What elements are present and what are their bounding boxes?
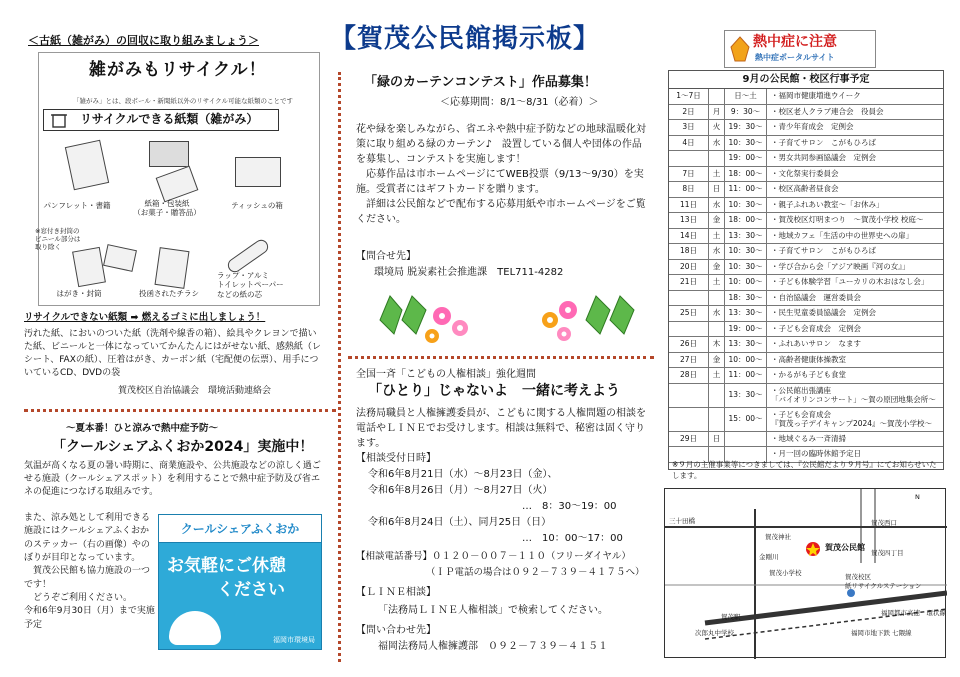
green-contact: 環境局 脱炭素社会推進課 TEL711-4282 [374,267,564,278]
banner-title: 熱中症に注意 [753,34,837,50]
period-line: 令和6年8月24日（土）、同月25日（日） [368,517,552,528]
schedule-event: ・青少年育成会 定例会 [771,122,854,132]
mascot-icon [729,35,751,63]
schedule-time: 11：00～ [725,182,767,197]
schedule-weekday [709,291,725,306]
schedule-event: ・賀茂校区灯明まつり ～賀茂小学校 校庭～ [771,215,924,225]
schedule-event: ・公民館出張講座 「バイオリンコンサート」～賀の原団地集会所～ [771,386,936,404]
item-label: ティッシュの箱 [231,201,283,210]
human-rights-title: 「ひとり」じゃないよ 一緒に考えよう [368,383,620,399]
schedule-event: ・月一回の臨時休館予定日 [771,449,861,459]
schedule-time: 19：00～ [725,151,767,166]
recyclable-label: リサイクルできる紙類（雑がみ） [80,112,259,126]
map-label: 賀茂神社 [765,533,791,541]
schedule-date: 21日 [669,275,709,290]
schedule-row [669,120,943,136]
map-label: 賀茂公民館 [825,543,865,552]
item-label: ラップ・アルミ トイレットペーパー などの紙の芯 [217,271,284,299]
schedule-title: 9月の公民館・校区行事予定 [669,71,943,89]
map-label: 福岡都市高速 環状線 [881,609,946,617]
schedule-event: ・校区老人クラブ連合会 役員会 [771,106,884,116]
schedule-date: 28日 [669,368,709,383]
schedule-weekday: 土 [709,275,725,290]
schedule-row [669,322,943,338]
schedule-weekday: 火 [709,120,725,135]
schedule-weekday [709,151,725,166]
schedule-weekday: 金 [709,213,725,228]
access-map [664,488,946,658]
schedule-row [669,213,943,229]
schedule-time: 19：30～ [725,120,767,135]
schedule-event: ・校区高齢者昼食会 [771,184,839,194]
schedule-row [669,408,943,432]
schedule-event: ・子ども会育成会 『賀茂っ子デイキャンプ2024』～賀茂小学校～ [771,410,933,428]
coolshare-title: 「クールシェアふくおか2024」実施中！ [52,439,314,455]
period-line: … 10：00～17：00 [522,533,623,544]
schedule-weekday [709,322,725,337]
sticker-line: お気軽にご休憩 [167,556,286,576]
schedule-row [669,136,943,152]
schedule-row [669,337,943,353]
schedule-event: ・福岡市健康増進ウイーク [771,91,861,101]
leaf-mascot-icon [372,290,482,346]
schedule-note: ※９月の主催事業等につきましては、『公民館だより９月号』にてお知らせいたします。 [672,460,937,480]
schedule-row [669,368,943,384]
coolshare-body: 気温が高くなる夏の暑い時期に、商業施設や、公共施設などの涼しく過ごせる施設（クールシェアスポット）を利用することで熱中症予防及び省エネの促進につなげる取組みです。 [24,461,321,498]
schedule-weekday [709,89,725,104]
coolshare-body2: また、涼み処として利用できる施設にはクールシェアふくおかのステッカー（右の画像）やのぼりが目印となっています。 賀茂公民館も協力施設の一つです！ どうぞご利用ください。 令和6年9月30日（月）まで実施予定 [24,513,155,630]
schedule-event: ・地域カフェ「生活の中の世界史への扉」 [771,230,914,240]
sticker-title: クールシェアふくおか [159,515,321,543]
schedule-weekday: 水 [709,198,725,213]
schedule-weekday: 日 [709,182,725,197]
schedule-weekday: 月 [709,105,725,120]
human-rights-subtitle: 全国一斉「こどもの人権相談」強化週間 [356,369,536,380]
paper-box-icon [149,141,189,167]
heatstroke-banner[interactable] [724,30,876,68]
schedule-time: 18：00～ [725,213,767,228]
wrapping-paper-icon [156,166,199,203]
schedule-time: 13：30～ [725,306,767,321]
schedule-date: 14日 [669,229,709,244]
schedule-event: ・高齢者健康体操教室 [771,354,846,364]
schedule-event: ・ふれあいサロン なます [771,339,861,349]
map-label: 賀茂西口 [871,519,897,527]
period-heading: 【相談受付日時】 [356,453,436,464]
schedule-weekday: 水 [709,306,725,321]
schedule-time: 18：00～ [725,167,767,182]
item-label: はがき・封筒 [56,289,102,298]
coolshare-sticker-image [158,514,322,650]
envelope-icon [103,244,137,272]
map-label: 賀茂小学校 [769,569,802,577]
divider [338,72,341,662]
schedule-date: 18日 [669,244,709,259]
divider [24,409,336,412]
schedule-row [669,244,943,260]
schedule-weekday: 金 [709,353,725,368]
schedule-date: 2日 [669,105,709,120]
schedule-row [669,306,943,322]
green-contact-heading: 【問合せ先】 [356,251,416,262]
schedule-event: ・民生児童委員協議会 定例会 [771,308,876,318]
schedule-time: 15：00～ [725,408,767,431]
schedule-event: ・かるがも子ども食堂 [771,370,846,380]
schedule-event: ・子育てサロン こがもひろば [771,137,876,147]
schedule-event: ・親子ふれあい教室～「お休み」 [771,199,884,209]
postcard-icon [72,247,106,287]
schedule-time: 10：00～ [725,275,767,290]
schedule-date: 13日 [669,213,709,228]
schedule-date: 3日 [669,120,709,135]
schedule-time: 13：30～ [725,337,767,352]
non-recyclable-body: 汚れた紙、においのついた紙（洗剤や線香の箱）、絵具やクレヨンで描いた紙、ビニールと一体になっていてかんたんにはがせない紙、感熱紙（レシート、FAXの紙）、圧着はがき、カーボン紙（宅配便の伝票）、用手についているCD、DVDの袋 [24,329,321,379]
map-label: N [915,493,920,501]
non-recyclable-heading: リサイクルできない紙類 ➡ 燃えるゴミに出しましょう！ [24,312,266,323]
phone-heading: 【相談電話番号】０１２０－００７－１１０（フリーダイヤル） [356,551,631,562]
schedule-time: 10：30～ [725,136,767,151]
schedule-table [668,70,944,470]
schedule-time: 13：30～ [725,384,767,407]
schedule-time: 11：00～ [725,368,767,383]
schedule-event: ・子ども体験学習「ユーカリの木おはなし会」 [771,277,929,287]
schedule-date [669,384,709,407]
schedule-date: 11日 [669,198,709,213]
schedule-date [669,322,709,337]
recycle-bin-icon [50,112,72,128]
schedule-date [669,151,709,166]
schedule-date: 4日 [669,136,709,151]
schedule-row [669,353,943,369]
schedule-weekday [709,408,725,431]
schedule-date: 20日 [669,260,709,275]
period-line: 令和6年8月26日（月）～8月27日（火） [368,485,553,496]
schedule-weekday [709,384,725,407]
recycle-description: 「雑がみ」とは、段ボール・新聞紙以外のリサイクル可能な紙類のことです [73,97,293,105]
schedule-row [669,291,943,307]
green-curtain-body: 花や緑を楽しみながら、省エネや熱中症予防などの地球温暖化対策に取り組める緑のカーテン♪ 設置している個人や団体の作品を募集し、コンテストを実施します！ 応募作品は市ホームページにてWEB投票（9/13～9/30）を実施。受賞者にはギフトカードを贈ります。 詳細は公民館などで配布する応募用紙や市ホームページをご覧ください。 [356,124,646,225]
human-rights-body: 法務局職員と人権擁護委員が、こどもに関する人権問題の相談を電話やＬＩＮＥでお受けします。相談は無料で、秘密は固く守ります。 [356,408,646,449]
inquiry-body: 福岡法務局人権擁護部 ０９２－７３９－４１５１ [378,641,608,652]
map-label: 福岡市地下鉄 七隈線 [851,629,912,637]
schedule-weekday: 金 [709,260,725,275]
schedule-time: 13：30～ [725,229,767,244]
sticker-footer: 福岡市環境局 [273,635,315,644]
schedule-weekday: 水 [709,136,725,151]
schedule-date: 7日 [669,167,709,182]
schedule-time: 10：00～ [725,353,767,368]
schedule-date [669,408,709,431]
schedule-event: ・自治協議会 運営委員会 [771,292,861,302]
schedule-row [669,432,943,448]
schedule-row [669,384,943,408]
green-curtain-title: 「緑のカーテンコンテスト」作品募集！ [364,75,597,90]
item-label: 投函されたチラシ [139,289,199,298]
schedule-weekday: 土 [709,167,725,182]
item-label: パンフレット・書籍 [43,201,111,210]
schedule-date [669,291,709,306]
inquiry-heading: 【問い合わせ先】 [356,625,436,636]
divider [348,356,654,359]
tissue-box-icon [235,157,281,187]
schedule-row [669,105,943,121]
period-line: 令和6年8月21日（水）～8月23日（金）、 [368,469,558,480]
schedule-event: ・学び合から会「アジア映画『河の女』」 [771,261,910,271]
schedule-row [669,198,943,214]
schedule-row [669,151,943,167]
schedule-time: 18：30～ [725,291,767,306]
schedule-weekday: 土 [709,229,725,244]
schedule-time: 日～土 [725,89,767,104]
schedule-event: ・男女共同参画協議会 定例会 [771,153,876,163]
map-label: 賀茂四丁目 [871,549,904,557]
schedule-time [725,432,767,447]
schedule-row [669,182,943,198]
schedule-weekday: 木 [709,337,725,352]
map-label: 次郎丸中学校 [695,629,734,637]
recycle-section-title: ＜古紙（雑がみ）の回収に取り組みましょう＞ [28,34,259,47]
coolshare-subtitle: ～夏本番！ひと涼みで熱中症予防～ [66,423,219,434]
recycle-panel [35,52,320,306]
schedule-weekday: 日 [709,432,725,447]
schedule-date: 25日 [669,306,709,321]
map-label: 三十田橋 [669,517,695,525]
schedule-weekday: 水 [709,244,725,259]
schedule-date: 26日 [669,337,709,352]
schedule-time: 9：30～ [725,105,767,120]
schedule-time: 10：30～ [725,244,767,259]
flyer-icon [155,247,190,289]
banner-subtitle: 熱中症ポータルサイト [755,53,835,62]
schedule-row [669,275,943,291]
phone-ip: （ＩＰ電話の場合は０９２－７３９－４１７５へ） [426,567,645,578]
sticker-line: ください [217,580,285,600]
pamphlet-icon [65,140,109,191]
period-line: … 8：30～19：00 [522,501,617,512]
recyclable-label-box [43,109,279,131]
map-label: 賀茂駅 [721,613,741,621]
schedule-date: 29日 [669,432,709,447]
schedule-event: ・子ども会育成会 定例会 [771,323,861,333]
schedule-date: 1～7日 [669,89,709,104]
mascot-icon [169,611,221,645]
schedule-row [669,167,943,183]
leaf-mascot-icon [536,290,646,346]
schedule-row [669,229,943,245]
line-body: 「法務局ＬＩＮＥ人権相談」で検索してください。 [378,605,608,616]
schedule-row [669,89,943,105]
map-label: 賀茂校区 紙リサイクルステーション [845,573,922,590]
item-note: ※窓付き封筒の ビニール部分は 取り除く [35,227,81,252]
page-title: 【賀茂公民館掲示板】 [330,24,601,54]
schedule-time: 19：00～ [725,322,767,337]
schedule-weekday: 土 [709,368,725,383]
schedule-time: 10：30～ [725,260,767,275]
paper-tube-icon [225,237,271,275]
recycle-heading: 雑がみもリサイクル！ [89,60,267,80]
green-curtain-period: ＜応募期間：8/1～8/31（必着）＞ [440,97,599,108]
map-label: 金剛川 [759,553,779,561]
recycle-footer: 賀茂校区自治協議会 環境活動連絡会 [118,386,272,396]
schedule-event: ・文化祭実行委員会 [771,168,839,178]
schedule-row [669,260,943,276]
schedule-date: 8日 [669,182,709,197]
schedule-date: 27日 [669,353,709,368]
item-label: 紙箱・包装紙 （お菓子・贈答品） [133,199,201,218]
line-heading: 【ＬＩＮＥ相談】 [356,587,436,598]
schedule-event: ・地域ぐるみ一斉清掃 [771,433,846,443]
schedule-time: 10：30～ [725,198,767,213]
schedule-event: ・子育てサロン こがもひろば [771,246,876,256]
